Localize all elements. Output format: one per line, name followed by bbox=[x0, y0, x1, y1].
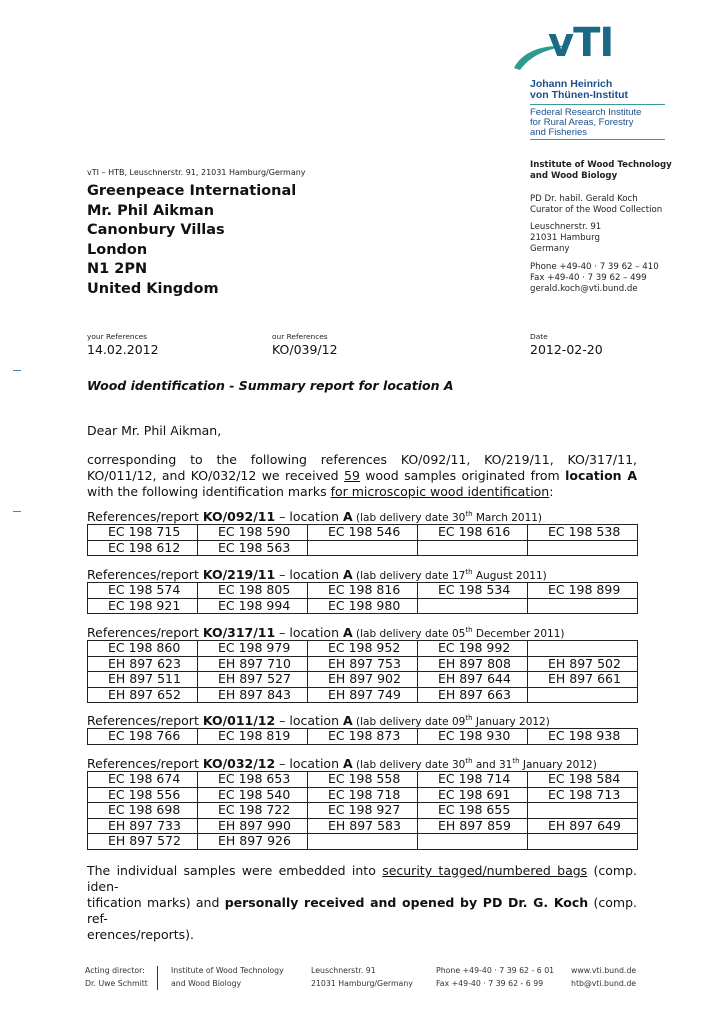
footer-institute-line: Institute of Wood Technology bbox=[171, 966, 284, 975]
institute-title: and Wood Biology bbox=[530, 171, 618, 181]
sample-cell bbox=[418, 598, 528, 614]
closing-line: erences/reports). bbox=[87, 927, 194, 942]
table-row bbox=[88, 672, 638, 688]
recipient-line: London bbox=[87, 241, 148, 258]
sample-cell: EC 198 698 bbox=[88, 803, 198, 819]
institute-title: Institute of Wood Technology bbox=[530, 160, 672, 170]
sample-cell bbox=[528, 803, 638, 819]
recipient-address bbox=[87, 182, 296, 299]
recipient-line: N1 2PN bbox=[87, 261, 148, 277]
sample-cell: EH 897 749 bbox=[308, 687, 418, 703]
closing-paragraph bbox=[87, 863, 637, 943]
logo-sub-line2: for Rural Areas, Forestry bbox=[530, 117, 634, 128]
group-heading: References/report KO/032/12 – location A (lab delivery date 30th and 31th January 2012) bbox=[87, 756, 597, 771]
fold-mark bbox=[13, 511, 21, 512]
table-row bbox=[88, 598, 638, 614]
sample-cell: EH 897 753 bbox=[308, 656, 418, 672]
recipient-line: Canonbury Villas bbox=[87, 222, 225, 238]
logo-sub-line1: Federal Research Institute bbox=[530, 107, 642, 118]
intro-line: KO/011/12, and KO/032/12 we received 59 wood samples originated from location A bbox=[87, 468, 637, 483]
group-heading: References/report KO/092/11 – location A (lab delivery date 30th March 2011) bbox=[87, 509, 543, 524]
sample-cell: EC 198 766 bbox=[88, 729, 198, 745]
contact-role: Curator of the Wood Collection bbox=[530, 205, 663, 215]
sample-cell: EH 897 649 bbox=[528, 818, 638, 834]
sample-cell: EH 897 572 bbox=[88, 834, 198, 850]
institute-contact bbox=[530, 160, 710, 295]
footer-city: 21031 Hamburg/Germany bbox=[311, 979, 413, 988]
group-heading: References/report KO/317/11 – location A (lab delivery date 05th December 2011) bbox=[87, 625, 565, 640]
date-value: 2012-02-20 bbox=[530, 342, 603, 357]
sample-cell: EH 897 583 bbox=[308, 818, 418, 834]
sample-cell: EH 897 661 bbox=[528, 672, 638, 688]
intro-paragraph bbox=[87, 452, 637, 500]
sample-cell: EH 897 663 bbox=[418, 687, 528, 703]
footer-director-name: Dr. Uwe Schmitt bbox=[85, 979, 148, 988]
sample-cell: EC 198 994 bbox=[198, 598, 308, 614]
table-row bbox=[88, 818, 638, 834]
sample-cell: EC 198 718 bbox=[308, 787, 418, 803]
footer-director bbox=[85, 964, 148, 990]
footer-institute-line: and Wood Biology bbox=[171, 979, 242, 988]
sample-cell bbox=[418, 834, 528, 850]
sample-cell: EC 198 938 bbox=[528, 729, 638, 745]
sample-cell: EH 897 527 bbox=[198, 672, 308, 688]
table-row bbox=[88, 687, 638, 703]
sample-cell: EC 198 921 bbox=[88, 598, 198, 614]
sample-cell: EC 198 722 bbox=[198, 803, 308, 819]
sample-cell: EC 198 980 bbox=[308, 598, 418, 614]
sample-cell: EC 198 616 bbox=[418, 525, 528, 541]
sample-cell: EH 897 926 bbox=[198, 834, 308, 850]
sample-cell: EC 198 563 bbox=[198, 540, 308, 556]
salutation: Dear Mr. Phil Aikman, bbox=[87, 423, 222, 438]
samples-table bbox=[87, 524, 638, 556]
sample-cell bbox=[528, 641, 638, 657]
table-row bbox=[88, 729, 638, 745]
sample-cell: EH 897 733 bbox=[88, 818, 198, 834]
sample-cell: EC 198 584 bbox=[528, 772, 638, 788]
our-references-value: KO/039/12 bbox=[272, 342, 338, 357]
sample-cell: EC 198 674 bbox=[88, 772, 198, 788]
subject-line: Wood identification - Summary report for location A bbox=[87, 378, 454, 393]
footer-separator bbox=[157, 966, 158, 990]
footer-institute bbox=[171, 964, 284, 990]
recipient-line: Mr. Phil Aikman bbox=[87, 202, 215, 219]
samples-table bbox=[87, 771, 638, 850]
contact-city: 21031 Hamburg bbox=[530, 233, 600, 243]
closing-line: The individual samples were embedded into security tagged/numbered bags (comp. iden- bbox=[87, 863, 637, 894]
contact-email[interactable]: gerald.koch@vti.bund.de bbox=[530, 284, 638, 294]
fold-mark bbox=[13, 370, 21, 371]
vti-logo bbox=[512, 20, 672, 142]
sample-cell bbox=[528, 598, 638, 614]
samples-table bbox=[87, 640, 638, 703]
sample-cell: EC 198 713 bbox=[528, 787, 638, 803]
sample-cell: EC 198 714 bbox=[418, 772, 528, 788]
table-row bbox=[88, 834, 638, 850]
table-row bbox=[88, 525, 638, 541]
sample-cell: EC 198 534 bbox=[418, 583, 528, 599]
footer-web bbox=[571, 964, 636, 990]
sample-cell bbox=[418, 540, 528, 556]
logo-name-line2: von Thünen-Institut bbox=[530, 89, 628, 101]
samples-table bbox=[87, 582, 638, 614]
table-row bbox=[88, 772, 638, 788]
sample-cell: EC 198 546 bbox=[308, 525, 418, 541]
logo-wordmark: vTI bbox=[548, 20, 614, 66]
sample-cell: EH 897 859 bbox=[418, 818, 528, 834]
contact-street: Leuschnerstr. 91 bbox=[530, 222, 602, 232]
sample-cell bbox=[308, 834, 418, 850]
sample-cell: EC 198 558 bbox=[308, 772, 418, 788]
sample-cell: EC 198 655 bbox=[418, 803, 528, 819]
sample-count: 59 bbox=[344, 468, 360, 483]
sample-cell: EC 198 540 bbox=[198, 787, 308, 803]
sample-cell: EC 198 612 bbox=[88, 540, 198, 556]
table-row bbox=[88, 583, 638, 599]
sample-cell: EH 897 710 bbox=[198, 656, 308, 672]
sample-cell: EC 198 653 bbox=[198, 772, 308, 788]
sample-cell: EH 897 990 bbox=[198, 818, 308, 834]
sample-cell: EC 198 556 bbox=[88, 787, 198, 803]
recipient-line: Greenpeace International bbox=[87, 183, 297, 199]
samples-table bbox=[87, 728, 638, 745]
intro-line: with the following identification marks for microscopic wood identification: bbox=[87, 484, 554, 499]
footer-fax: Fax +49-40 · 7 39 62 - 6 99 bbox=[436, 979, 544, 988]
recipient-line: United Kingdom bbox=[87, 280, 219, 297]
sample-cell: EH 897 502 bbox=[528, 656, 638, 672]
logo-sub-line3: and Fisheries bbox=[530, 127, 588, 138]
sample-cell: EC 198 691 bbox=[418, 787, 528, 803]
sample-cell: EH 897 511 bbox=[88, 672, 198, 688]
sample-cell: EH 897 843 bbox=[198, 687, 308, 703]
sample-cell: EC 198 899 bbox=[528, 583, 638, 599]
table-row bbox=[88, 803, 638, 819]
table-row bbox=[88, 540, 638, 556]
sample-cell: EC 198 816 bbox=[308, 583, 418, 599]
footer-street: Leuschnerstr. 91 bbox=[311, 966, 376, 975]
sample-cell: EC 198 819 bbox=[198, 729, 308, 745]
logo-divider bbox=[530, 104, 665, 105]
intro-line: corresponding to the following references KO/092/11, KO/219/11, KO/317/11, bbox=[87, 452, 637, 467]
sample-cell: EC 198 805 bbox=[198, 583, 308, 599]
footer-phone: Phone +49-40 · 7 39 62 - 6 01 bbox=[436, 966, 555, 975]
sample-cell: EH 897 808 bbox=[418, 656, 528, 672]
sample-cell: EC 198 590 bbox=[198, 525, 308, 541]
your-references-value: 14.02.2012 bbox=[87, 342, 159, 357]
sample-cell: EC 198 574 bbox=[88, 583, 198, 599]
date-label: Date bbox=[530, 332, 548, 341]
your-references-label: your References bbox=[87, 332, 148, 341]
contact-fax: Fax +49-40 · 7 39 62 – 499 bbox=[530, 273, 647, 283]
footer-director-label: Acting director: bbox=[85, 966, 145, 975]
footer-email-link[interactable]: htb@vti.bund.de bbox=[571, 979, 637, 988]
logo-divider-bottom bbox=[530, 139, 665, 140]
sender-line: vTI – HTB, Leuschnerstr. 91, 21031 Hamburg/Germany bbox=[87, 168, 306, 177]
sample-cell: EC 198 927 bbox=[308, 803, 418, 819]
sample-cell bbox=[528, 540, 638, 556]
table-row bbox=[88, 641, 638, 657]
sample-cell: EC 198 979 bbox=[198, 641, 308, 657]
sample-cell bbox=[308, 540, 418, 556]
sample-cell: EC 198 873 bbox=[308, 729, 418, 745]
our-references-label: our References bbox=[272, 332, 328, 341]
table-row bbox=[88, 656, 638, 672]
sample-cell: EH 897 902 bbox=[308, 672, 418, 688]
sample-cell: EC 198 860 bbox=[88, 641, 198, 657]
sample-cell: EC 198 538 bbox=[528, 525, 638, 541]
closing-line: tification marks) and personally received and opened by PD Dr. G. Koch (comp. ref- bbox=[87, 895, 637, 926]
contact-country: Germany bbox=[530, 244, 570, 254]
group-heading: References/report KO/219/11 – location A (lab delivery date 17th August 2011) bbox=[87, 567, 547, 582]
footer-website-link[interactable]: www.vti.bund.de bbox=[571, 966, 637, 975]
footer-phone-fax bbox=[436, 964, 554, 990]
contact-person: PD Dr. habil. Gerald Koch bbox=[530, 194, 638, 204]
sample-cell: EC 198 715 bbox=[88, 525, 198, 541]
group-heading: References/report KO/011/12 – location A (lab delivery date 09th January 2012) bbox=[87, 713, 550, 728]
sample-cell: EH 897 652 bbox=[88, 687, 198, 703]
sample-cell: EC 198 992 bbox=[418, 641, 528, 657]
logo-name-line1: Johann Heinrich bbox=[530, 78, 613, 90]
footer-address bbox=[311, 964, 413, 990]
sample-cell bbox=[528, 687, 638, 703]
contact-phone: Phone +49-40 · 7 39 62 – 410 bbox=[530, 262, 659, 272]
sample-cell bbox=[528, 834, 638, 850]
sample-cell: EH 897 644 bbox=[418, 672, 528, 688]
sample-cell: EC 198 952 bbox=[308, 641, 418, 657]
sample-cell: EH 897 623 bbox=[88, 656, 198, 672]
sample-cell: EC 198 930 bbox=[418, 729, 528, 745]
table-row bbox=[88, 787, 638, 803]
